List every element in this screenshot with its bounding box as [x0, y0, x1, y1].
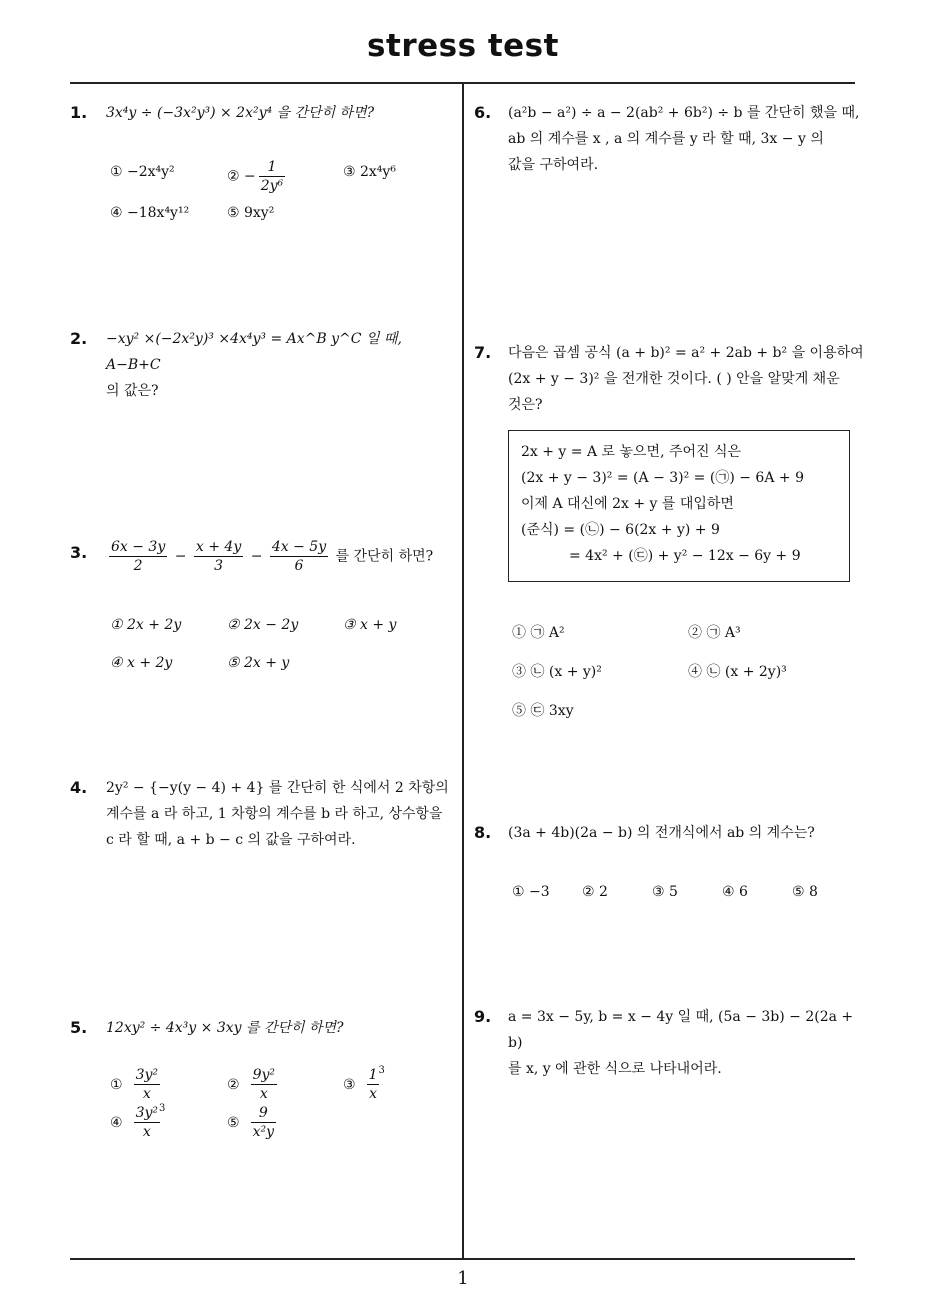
option-marker: ⑤ [227, 1114, 240, 1131]
question-number: 4. [70, 778, 88, 797]
denominator: x [259, 1086, 268, 1102]
column-divider [462, 84, 464, 1258]
question-text-line-1: (a²b − a²) ÷ a − 2(ab² + 6b²) ÷ b 를 간단히 했을 때, [508, 105, 860, 121]
question-text-line-2: ab 의 계수를 x , a 의 계수를 y 라 할 때, 3x − y 의 [508, 131, 824, 147]
denominator: 2y⁶ [260, 178, 284, 194]
bottom-divider [70, 1258, 855, 1260]
q1-option-4[interactable]: ④ −18x⁴y¹² [110, 205, 190, 221]
q1-option-1[interactable]: ① −2x⁴y² [110, 164, 175, 180]
fraction [134, 1066, 160, 1103]
exponent: 3 [378, 1064, 385, 1076]
question-text-line-3: 값을 구하여라. [508, 157, 599, 173]
q8-option-5[interactable]: ⑤ 8 [792, 884, 818, 900]
box-line-1: 2x + y = A 로 놓으면, 주어진 식은 [521, 444, 742, 460]
box-line-3: 이제 A 대신에 2x + y 를 대입하면 [521, 496, 734, 512]
denominator: x [369, 1086, 377, 1102]
explanation-box [508, 430, 850, 582]
fraction-1 [109, 538, 167, 575]
q8-option-1[interactable]: ① −3 [512, 884, 550, 900]
question-text-line-2: 의 값은? [106, 383, 159, 399]
fraction-3 [270, 538, 328, 575]
option-marker: ③ [343, 1076, 356, 1093]
numerator: 4x − 5y [271, 539, 327, 555]
question-number: 9. [474, 1007, 492, 1026]
box-line-2: (2x + y − 3)² = (A − 3)² = (㉠) − 6A + 9 [521, 470, 804, 486]
q3-option-1[interactable]: ① 2x + 2y [110, 617, 182, 633]
q7-option-5[interactable]: ⑤ ㉢ 3xy [512, 703, 574, 719]
q3-option-5[interactable]: ⑤ 2x + y [227, 655, 290, 671]
denominator: x [142, 1124, 151, 1140]
option-marker: ① [110, 1076, 123, 1093]
fraction [251, 1066, 277, 1103]
numerator: 3y² [135, 1067, 158, 1083]
question-number: 2. [70, 329, 88, 348]
q5-option-2[interactable] [227, 1066, 280, 1103]
numerator: 9y² [252, 1067, 275, 1083]
page-number: 1 [457, 1268, 469, 1289]
question-text-line-2: 를 x, y 에 관한 식으로 나타내어라. [508, 1061, 722, 1077]
question-text-line-1: a = 3x − 5y, b = x − 4y 일 때, (5a − 3b) − 2(2a + b) [508, 1009, 854, 1051]
denominator: x [142, 1086, 151, 1102]
q3-option-3[interactable]: ③ x + y [343, 617, 397, 633]
q7-option-2[interactable]: ② ㉠ A³ [688, 625, 741, 641]
q7-option-1[interactable]: ① ㉠ A² [512, 625, 565, 641]
numerator: 1 [368, 1067, 378, 1083]
question-number: 8. [474, 823, 492, 842]
question-text: 를 간단히 하면? [335, 548, 434, 565]
q7-option-4[interactable]: ④ ㉡ (x + 2y)³ [688, 664, 787, 680]
box-line-5: = 4x² + (㉢) + y² − 12x − 6y + 9 [569, 548, 801, 564]
q5-option-1[interactable] [110, 1066, 163, 1103]
q5-option-3[interactable] [343, 1066, 389, 1103]
minus-sign: − [174, 548, 187, 565]
numerator: 9 [251, 1104, 276, 1123]
question-text-line-3: 것은? [508, 397, 543, 413]
question-text-line-3: c 라 할 때, a + b − c 의 값을 구하여라. [106, 832, 356, 848]
q3-option-4[interactable]: ④ x + 2y [110, 655, 173, 671]
numerator: 1 [259, 158, 285, 177]
question-text-line-2: (2x + y − 3)² 을 전개한 것이다. ( ) 안을 알맞게 채운 [508, 371, 840, 387]
numerator: 6x − 3y [111, 539, 166, 555]
q1-option-5[interactable]: ⑤ 9xy² [227, 205, 275, 221]
denominator: x²y [252, 1124, 274, 1140]
option-label: ② − [227, 168, 256, 185]
question-text-line-2: 계수를 a 라 하고, 1 차항의 계수를 b 라 하고, 상수항을 [106, 806, 443, 822]
q1-option-3[interactable]: ③ 2x⁴y⁶ [343, 164, 396, 180]
q5-option-5[interactable] [227, 1104, 279, 1141]
exponent: 3 [159, 1102, 166, 1114]
question-number: 1. [70, 103, 88, 122]
page-title: stress test [367, 28, 559, 64]
question-text-line-1: 2y² − {−y(y − 4) + 4} 를 간단히 한 식에서 2 차항의 [106, 780, 449, 796]
numerator: 3y² [135, 1105, 158, 1121]
question-text-line-1: −xy² ×(−2x²y)³ ×4x⁴y³ = Ax^B y^C 일 때, A−B+C [106, 331, 402, 373]
q5-option-4[interactable] [110, 1104, 169, 1141]
fraction-2 [194, 538, 243, 575]
question-text: 12xy² ÷ 4x³y × 3xy 를 간단히 하면? [106, 1020, 344, 1036]
q1-option-2[interactable] [227, 158, 288, 195]
question-text: 3x⁴y ÷ (−3x²y³) × 2x²y⁴ 을 간단히 하면? [106, 105, 375, 121]
option-marker: ② [227, 1076, 240, 1093]
box-line-4: (준식) = (㉡) − 6(2x + y) + 9 [521, 522, 720, 538]
option-marker: ④ [110, 1114, 123, 1131]
question-text: (3a + 4b)(2a − b) 의 전개식에서 ab 의 계수는? [508, 825, 815, 841]
denominator: 6 [294, 558, 304, 574]
question-number: 3. [70, 543, 88, 562]
denominator: 2 [133, 558, 143, 574]
numerator: x + 4y [195, 539, 242, 555]
question-number: 7. [474, 343, 492, 362]
fraction [134, 1104, 160, 1141]
q8-option-4[interactable]: ④ 6 [722, 884, 748, 900]
question-number: 5. [70, 1018, 88, 1037]
q7-option-3[interactable]: ③ ㉡ (x + y)² [512, 664, 602, 680]
fraction [259, 158, 285, 195]
q8-option-2[interactable]: ② 2 [582, 884, 608, 900]
fraction [251, 1104, 276, 1141]
q3-option-2[interactable]: ② 2x − 2y [227, 617, 299, 633]
q8-option-3[interactable]: ③ 5 [652, 884, 678, 900]
denominator: 3 [214, 558, 224, 574]
question-text-line-1: 다음은 곱셈 공식 (a + b)² = a² + 2ab + b² 을 이용하여 [508, 345, 864, 361]
minus-sign: − [250, 548, 263, 565]
question-number: 6. [474, 103, 492, 122]
